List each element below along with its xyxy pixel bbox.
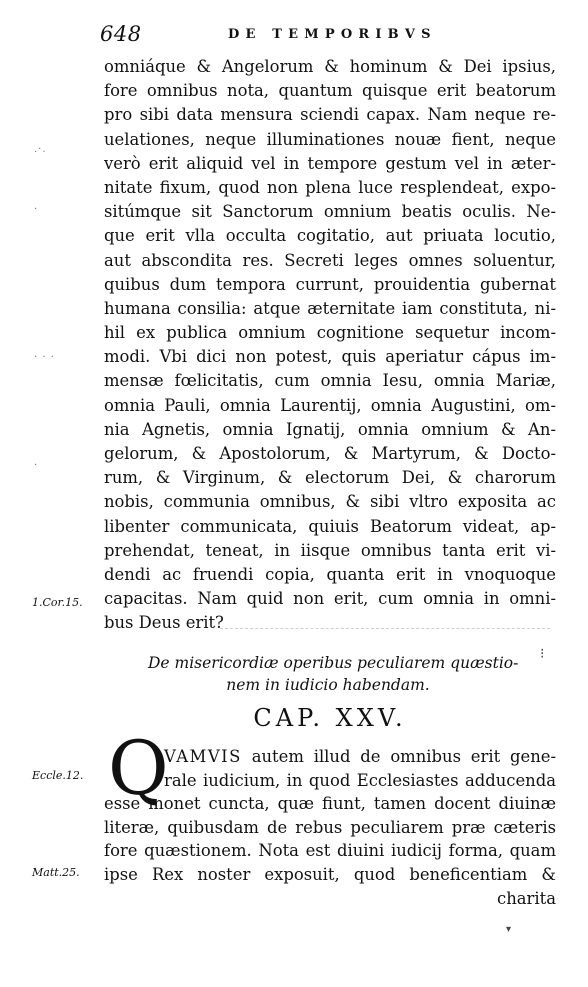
text-line: aut abscondita res. Secreti leges omnes soluentur, [104, 250, 556, 270]
text-line: hil ex publica omnium cognitione sequetur incom- [104, 323, 556, 343]
text-line: nia Agnetis, omnia Ignatij, omnia omnium & An- [104, 419, 556, 439]
text-line: nobis, communia omnibus, & sibi vltro exposita ac [104, 492, 556, 512]
running-title: DE TEMPORIBVS [228, 27, 437, 42]
chapter-title: CAP. XXV. [253, 704, 407, 732]
text-line: verò erit aliquid vel in tempore gestum vel in æter- [104, 153, 556, 173]
text-line: humana consilia: atque æternitate iam constituta, ni- [104, 298, 556, 318]
text-line: capacitas. Nam quid non erit, cum omnia in omni- [104, 589, 556, 609]
text-line: fore omnibus nota, quantum quisque erit beatorum [104, 81, 556, 101]
text-line: modi. Vbi dici non potest, quis aperiatur cápus im- [104, 347, 556, 367]
margin-note-citation: 1.Cor.15. [32, 596, 83, 609]
body-text [104, 55, 556, 636]
text-line: fore quæstionem. Nota est diuini iudicij forma, quam [104, 841, 556, 861]
margin-mark: .·. [34, 144, 47, 155]
margin-mark: · [34, 460, 39, 471]
chapter-subheading [148, 652, 548, 696]
text-line: libenter communicata, quiuis Beatorum videat, ap- [104, 516, 556, 536]
margin-mark: · [34, 204, 39, 215]
ornament-mark: ⁝ [540, 646, 545, 662]
text-line: ipse Rex noster exposuit, quod beneficentiam & [104, 864, 556, 884]
text-line: bus Deus erit? [104, 613, 224, 633]
ornament-mark: ▾ [506, 924, 512, 935]
running-head [100, 18, 555, 48]
text-line: omnia Pauli, omnia Laurentij, omnia Augustini, om- [104, 395, 556, 415]
margin-note-citation: Eccle.12. [32, 769, 84, 782]
text-line: gelorum, & Apostolorum, & Martyrum, & Docto- [104, 444, 556, 463]
text-line: sitúmque sit Sanctorum omnium beatis oculis. Ne- [104, 202, 556, 222]
text-line: que erit vlla occulta cogitatio, aut priuata locutio, [104, 226, 556, 246]
subheading-line: De misericordiæ operibus peculiarem quæstio- [148, 654, 519, 672]
text-line: prehendat, teneat, in iisque omnibus tanta erit vi- [104, 540, 556, 560]
text-line: mensæ fœlicitatis, cum omnia Iesu, omnia Mariæ, [104, 371, 556, 391]
first-word: VAMVIS [164, 747, 242, 766]
subheading-line: nem in iudicio habendam. [226, 676, 430, 694]
text-line [104, 745, 556, 769]
catchword: charita [497, 888, 556, 908]
text-line: dendi ac fruendi copia, quanta erit in vnoquoque [104, 564, 556, 584]
page-number: 648 [100, 22, 142, 46]
chapter-text [104, 745, 556, 910]
drop-cap: Q [108, 726, 169, 812]
text-fragment: autem illud de omnibus erit gene- [251, 747, 556, 766]
text-line: uelationes, neque illuminationes nouæ fient, neque [104, 129, 556, 149]
margin-mark: · · · [34, 352, 55, 363]
divider [220, 628, 550, 629]
text-line: rum, & Virginum, & electorum Dei, & charorum [104, 468, 556, 488]
text-line: omniáque & Angelorum & hominum & Dei ipsius, [104, 57, 556, 76]
margin-note-citation: Matt.25. [32, 866, 80, 879]
text-line: esse monet cuncta, quæ fiunt, tamen docent diuinæ [104, 794, 556, 814]
text-line: literæ, quibusdam de rebus peculiarem præ cæteris [104, 817, 556, 837]
text-line: quibus dum tempora currunt, prouidentia gubernat [104, 274, 556, 294]
text-line: nitate fixum, quod non plena luce resplendeat, expo- [104, 177, 556, 197]
text-line: rale iudicium, in quod Ecclesiastes adducenda [164, 770, 556, 790]
text-line: pro sibi data mensura sciendi capax. Nam neque re- [104, 105, 556, 125]
